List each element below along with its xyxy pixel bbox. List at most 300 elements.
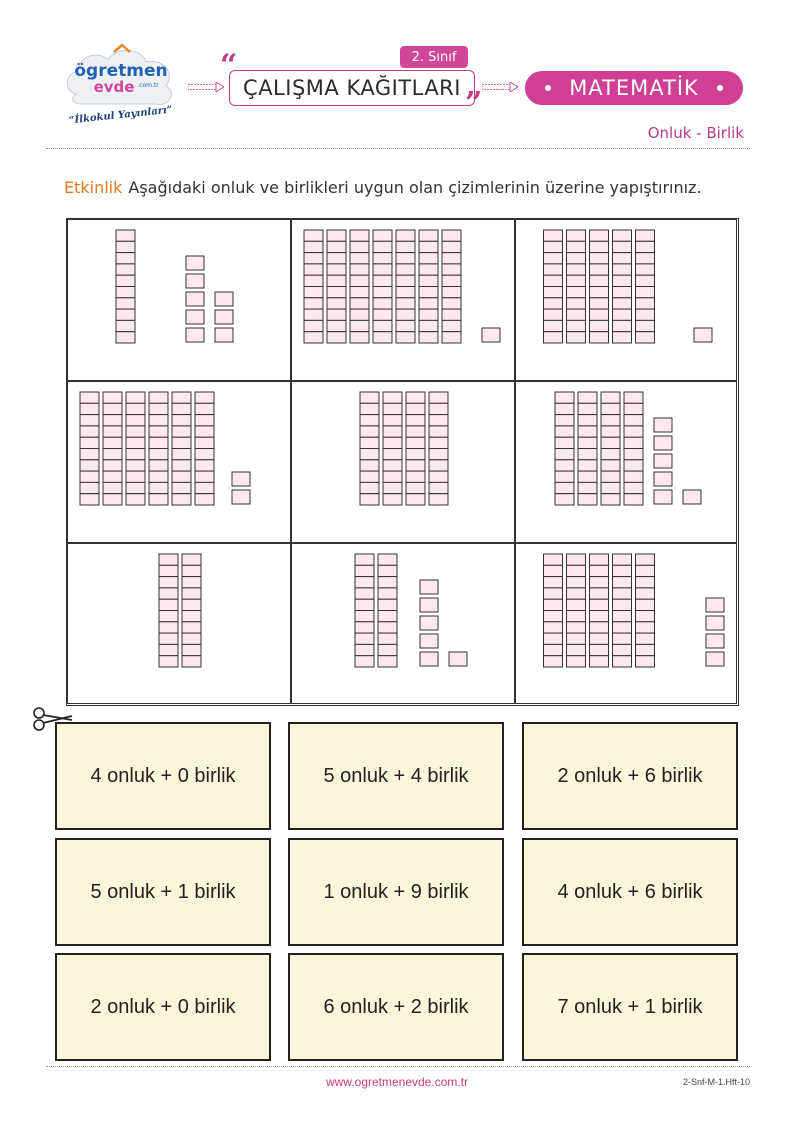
ten-rod-unit bbox=[373, 320, 392, 331]
ten-rod-unit bbox=[355, 554, 374, 565]
ten-rod-unit bbox=[126, 460, 145, 471]
answer-card[interactable] bbox=[522, 838, 738, 946]
ten-rod-unit bbox=[636, 287, 655, 298]
ten-rod-unit bbox=[567, 241, 586, 252]
ten-rod-unit bbox=[378, 622, 397, 633]
bullet-icon bbox=[545, 85, 551, 91]
ten-rod-unit bbox=[195, 449, 214, 460]
ten-rod-unit bbox=[442, 309, 461, 320]
ten-rod-unit bbox=[360, 415, 379, 426]
ten-rod-unit bbox=[544, 599, 563, 610]
ten-rod-unit bbox=[442, 320, 461, 331]
ten-rod-unit bbox=[103, 392, 122, 403]
ten-rod-unit bbox=[544, 275, 563, 286]
ten-rod-unit bbox=[636, 565, 655, 576]
ten-rod-unit bbox=[182, 554, 201, 565]
ten-rod-unit bbox=[590, 611, 609, 622]
ten-rod-unit bbox=[578, 471, 597, 482]
ten-rod-unit bbox=[327, 241, 346, 252]
one-unit bbox=[654, 436, 672, 450]
ten-rod-unit bbox=[636, 253, 655, 264]
ten-rod-unit bbox=[636, 230, 655, 241]
ten-rod-unit bbox=[578, 392, 597, 403]
ten-rod-unit bbox=[578, 437, 597, 448]
ten-rod-unit bbox=[373, 275, 392, 286]
ten-rod-unit bbox=[373, 264, 392, 275]
one-unit bbox=[232, 490, 250, 504]
figure-cell bbox=[291, 381, 515, 543]
ten-rod-unit bbox=[613, 332, 632, 343]
ten-rod-unit bbox=[80, 415, 99, 426]
ten-rod-unit bbox=[159, 633, 178, 644]
ten-rod-unit bbox=[578, 403, 597, 414]
ten-rod-unit bbox=[613, 298, 632, 309]
subject-text: MATEMATİK bbox=[569, 76, 699, 100]
ten-rod-unit bbox=[149, 449, 168, 460]
answer-card[interactable] bbox=[288, 953, 504, 1061]
ten-rod-unit bbox=[172, 460, 191, 471]
ten-rod-unit bbox=[383, 426, 402, 437]
ten-rod-unit bbox=[159, 644, 178, 655]
ten-rod-unit bbox=[350, 287, 369, 298]
ten-rod-unit bbox=[555, 403, 574, 414]
ten-rod-unit bbox=[327, 332, 346, 343]
ten-rod-unit bbox=[327, 298, 346, 309]
ten-rod-unit bbox=[103, 403, 122, 414]
ten-rod-unit bbox=[350, 230, 369, 241]
ten-rod-unit bbox=[149, 494, 168, 505]
ten-rod-unit bbox=[103, 437, 122, 448]
ten-rod-unit bbox=[116, 332, 135, 343]
ten-rod-unit bbox=[590, 577, 609, 588]
ten-rod-unit bbox=[378, 577, 397, 588]
ten-rod-unit bbox=[396, 230, 415, 241]
ten-rod-unit bbox=[567, 320, 586, 331]
ten-rod-unit bbox=[601, 437, 620, 448]
one-unit bbox=[706, 616, 724, 630]
ten-rod-unit bbox=[396, 253, 415, 264]
ten-rod-unit bbox=[304, 309, 323, 320]
ten-rod-unit bbox=[442, 241, 461, 252]
ten-rod-unit bbox=[544, 577, 563, 588]
ten-rod-unit bbox=[544, 332, 563, 343]
ten-rod-unit bbox=[172, 494, 191, 505]
ten-rod-unit bbox=[601, 403, 620, 414]
one-unit bbox=[706, 598, 724, 612]
base-ten-figure bbox=[292, 382, 516, 544]
ten-rod-unit bbox=[590, 565, 609, 576]
ten-rod-unit bbox=[304, 264, 323, 275]
ten-rod-unit bbox=[149, 392, 168, 403]
ten-rod-unit bbox=[149, 437, 168, 448]
ten-rod-unit bbox=[567, 656, 586, 667]
ten-rod-unit bbox=[419, 264, 438, 275]
ten-rod-unit bbox=[195, 403, 214, 414]
ten-rod-unit bbox=[624, 494, 643, 505]
worksheet-title-text: ÇALIŞMA KAĞITLARI bbox=[243, 76, 461, 100]
ten-rod-unit bbox=[406, 460, 425, 471]
ten-rod-unit bbox=[590, 599, 609, 610]
ten-rod-unit bbox=[195, 426, 214, 437]
logo-tagline: “İlkokul Yayınları” bbox=[68, 104, 174, 127]
ten-rod-unit bbox=[555, 426, 574, 437]
answer-card[interactable] bbox=[522, 953, 738, 1061]
ten-rod-unit bbox=[350, 298, 369, 309]
ten-rod-unit bbox=[350, 320, 369, 331]
ten-rod-unit bbox=[442, 332, 461, 343]
answer-card-text: 4 onluk + 6 birlik bbox=[557, 880, 703, 903]
one-unit bbox=[186, 274, 204, 288]
ten-rod-unit bbox=[406, 426, 425, 437]
ten-rod-unit bbox=[429, 449, 448, 460]
ten-rod-unit bbox=[126, 437, 145, 448]
ten-rod-unit bbox=[613, 611, 632, 622]
ten-rod-unit bbox=[373, 287, 392, 298]
ten-rod-unit bbox=[544, 264, 563, 275]
topic-label: Onluk - Birlik bbox=[647, 124, 744, 142]
ten-rod-unit bbox=[636, 554, 655, 565]
ten-rod-unit bbox=[624, 471, 643, 482]
ten-rod-unit bbox=[419, 253, 438, 264]
ten-rod-unit bbox=[126, 494, 145, 505]
ten-rod-unit bbox=[567, 309, 586, 320]
answer-card[interactable] bbox=[55, 953, 271, 1061]
ten-rod-unit bbox=[360, 482, 379, 493]
one-unit bbox=[420, 634, 438, 648]
ten-rod-unit bbox=[149, 471, 168, 482]
ten-rod-unit bbox=[396, 309, 415, 320]
ten-rod-unit bbox=[159, 588, 178, 599]
ten-rod-unit bbox=[636, 644, 655, 655]
ten-rod-unit bbox=[159, 599, 178, 610]
logo-domain: .com.tr bbox=[137, 82, 159, 89]
ten-rod-unit bbox=[126, 403, 145, 414]
ten-rod-unit bbox=[149, 415, 168, 426]
ten-rod-unit bbox=[544, 633, 563, 644]
ten-rod-unit bbox=[613, 287, 632, 298]
ten-rod-unit bbox=[103, 449, 122, 460]
ten-rod-unit bbox=[378, 565, 397, 576]
base-ten-figure bbox=[292, 220, 516, 382]
ten-rod-unit bbox=[103, 426, 122, 437]
ten-rod-unit bbox=[590, 633, 609, 644]
ten-rod-unit bbox=[172, 426, 191, 437]
ten-rod-unit bbox=[429, 494, 448, 505]
ten-rod-unit bbox=[555, 392, 574, 403]
ten-rod-unit bbox=[555, 494, 574, 505]
one-unit bbox=[215, 328, 233, 342]
ten-rod-unit bbox=[613, 275, 632, 286]
ten-rod-unit bbox=[636, 611, 655, 622]
ten-rod-unit bbox=[567, 230, 586, 241]
one-unit bbox=[420, 580, 438, 594]
ten-rod-unit bbox=[624, 426, 643, 437]
figure-cell bbox=[515, 543, 737, 704]
ten-rod-unit bbox=[406, 494, 425, 505]
ten-rod-unit bbox=[601, 449, 620, 460]
ten-rod-unit bbox=[149, 482, 168, 493]
ten-rod-unit bbox=[419, 287, 438, 298]
ten-rod-unit bbox=[182, 633, 201, 644]
ten-rod-unit bbox=[590, 622, 609, 633]
ten-rod-unit bbox=[103, 482, 122, 493]
answer-card[interactable] bbox=[522, 722, 738, 830]
ten-rod-unit bbox=[613, 230, 632, 241]
ten-rod-unit bbox=[126, 449, 145, 460]
ten-rod-unit bbox=[378, 633, 397, 644]
ten-rod-unit bbox=[355, 633, 374, 644]
logo-line2: evde bbox=[93, 78, 135, 96]
answer-card[interactable] bbox=[55, 838, 271, 946]
ten-rod-unit bbox=[378, 599, 397, 610]
ten-rod-unit bbox=[378, 644, 397, 655]
ten-rod-unit bbox=[567, 554, 586, 565]
ten-rod-unit bbox=[636, 599, 655, 610]
ten-rod-unit bbox=[429, 471, 448, 482]
one-unit bbox=[706, 652, 724, 666]
ten-rod-unit bbox=[360, 392, 379, 403]
one-unit bbox=[420, 652, 438, 666]
ten-rod-unit bbox=[555, 460, 574, 471]
ten-rod-unit bbox=[613, 599, 632, 610]
one-unit bbox=[654, 418, 672, 432]
ten-rod-unit bbox=[624, 460, 643, 471]
publisher-logo bbox=[62, 42, 180, 128]
ten-rod-unit bbox=[601, 426, 620, 437]
ten-rod-unit bbox=[419, 309, 438, 320]
ten-rod-unit bbox=[80, 494, 99, 505]
ten-rod-unit bbox=[419, 241, 438, 252]
answer-card-text: 1 onluk + 9 birlik bbox=[323, 880, 469, 903]
ten-rod-unit bbox=[116, 320, 135, 331]
ten-rod-unit bbox=[355, 611, 374, 622]
ten-rod-unit bbox=[195, 392, 214, 403]
ten-rod-unit bbox=[636, 320, 655, 331]
ten-rod-unit bbox=[355, 644, 374, 655]
ten-rod-unit bbox=[555, 449, 574, 460]
ten-rod-unit bbox=[590, 253, 609, 264]
ten-rod-unit bbox=[360, 449, 379, 460]
ten-rod-unit bbox=[103, 415, 122, 426]
figure-cell bbox=[67, 381, 291, 543]
base-ten-figure bbox=[68, 220, 292, 382]
ten-rod-unit bbox=[590, 554, 609, 565]
ten-rod-unit bbox=[442, 264, 461, 275]
base-ten-figure bbox=[516, 382, 738, 544]
ten-rod-unit bbox=[172, 403, 191, 414]
ten-rod-unit bbox=[378, 656, 397, 667]
ten-rod-unit bbox=[355, 656, 374, 667]
ten-rod-unit bbox=[373, 230, 392, 241]
ten-rod-unit bbox=[355, 599, 374, 610]
arrow-right-icon bbox=[482, 82, 518, 92]
ten-rod-unit bbox=[149, 426, 168, 437]
ten-rod-unit bbox=[555, 471, 574, 482]
ten-rod-unit bbox=[195, 471, 214, 482]
ten-rod-unit bbox=[172, 437, 191, 448]
figure-cell bbox=[515, 381, 737, 543]
ten-rod-unit bbox=[567, 588, 586, 599]
ten-rod-unit bbox=[383, 415, 402, 426]
ten-rod-unit bbox=[406, 482, 425, 493]
ten-rod-unit bbox=[590, 230, 609, 241]
ten-rod-unit bbox=[159, 577, 178, 588]
ten-rod-unit bbox=[590, 275, 609, 286]
ten-rod-unit bbox=[126, 471, 145, 482]
ten-rod-unit bbox=[304, 230, 323, 241]
ten-rod-unit bbox=[327, 253, 346, 264]
ten-rod-unit bbox=[383, 437, 402, 448]
answer-card-text: 6 onluk + 2 birlik bbox=[323, 995, 469, 1018]
ten-rod-unit bbox=[373, 253, 392, 264]
ten-rod-unit bbox=[396, 298, 415, 309]
ten-rod-unit bbox=[613, 320, 632, 331]
ten-rod-unit bbox=[360, 437, 379, 448]
ten-rod-unit bbox=[624, 449, 643, 460]
bullet-icon bbox=[717, 85, 723, 91]
ten-rod-unit bbox=[442, 287, 461, 298]
ten-rod-unit bbox=[383, 482, 402, 493]
ten-rod-unit bbox=[149, 403, 168, 414]
ten-rod-unit bbox=[327, 309, 346, 320]
ten-rod-unit bbox=[590, 241, 609, 252]
ten-rod-unit bbox=[350, 309, 369, 320]
ten-rod-unit bbox=[613, 565, 632, 576]
ten-rod-unit bbox=[80, 426, 99, 437]
figure-cell bbox=[291, 219, 515, 381]
ten-rod-unit bbox=[567, 298, 586, 309]
ten-rod-unit bbox=[624, 403, 643, 414]
ten-rod-unit bbox=[601, 494, 620, 505]
ten-rod-unit bbox=[304, 287, 323, 298]
ten-rod-unit bbox=[613, 622, 632, 633]
ten-rod-unit bbox=[327, 320, 346, 331]
answer-card-text: 4 onluk + 0 birlik bbox=[90, 764, 236, 787]
ten-rod-unit bbox=[195, 460, 214, 471]
ten-rod-unit bbox=[544, 565, 563, 576]
ten-rod-unit bbox=[195, 482, 214, 493]
ten-rod-unit bbox=[636, 656, 655, 667]
footer-url[interactable]: www.ogretmenevde.com.tr bbox=[325, 1075, 469, 1089]
ten-rod-unit bbox=[116, 241, 135, 252]
ten-rod-unit bbox=[360, 426, 379, 437]
one-unit bbox=[654, 472, 672, 486]
ten-rod-unit bbox=[406, 415, 425, 426]
ten-rod-unit bbox=[350, 253, 369, 264]
ten-rod-unit bbox=[442, 253, 461, 264]
answer-card[interactable] bbox=[55, 722, 271, 830]
ten-rod-unit bbox=[613, 264, 632, 275]
ten-rod-unit bbox=[567, 275, 586, 286]
ten-rod-unit bbox=[429, 482, 448, 493]
ten-rod-unit bbox=[555, 415, 574, 426]
ten-rod-unit bbox=[442, 298, 461, 309]
ten-rod-unit bbox=[195, 415, 214, 426]
ten-rod-unit bbox=[590, 287, 609, 298]
header-divider bbox=[46, 148, 750, 149]
ten-rod-unit bbox=[567, 565, 586, 576]
ten-rod-unit bbox=[80, 460, 99, 471]
one-unit bbox=[654, 454, 672, 468]
ten-rod-unit bbox=[590, 588, 609, 599]
ten-rod-unit bbox=[636, 332, 655, 343]
ten-rod-unit bbox=[636, 633, 655, 644]
ten-rod-unit bbox=[636, 241, 655, 252]
ten-rod-unit bbox=[544, 230, 563, 241]
answer-card-text: 2 onluk + 0 birlik bbox=[90, 995, 236, 1018]
ten-rod-unit bbox=[544, 241, 563, 252]
figure-cell bbox=[291, 543, 515, 704]
ten-rod-unit bbox=[567, 599, 586, 610]
ten-rod-unit bbox=[159, 554, 178, 565]
ten-rod-unit bbox=[544, 287, 563, 298]
ten-rod-unit bbox=[544, 656, 563, 667]
ten-rod-unit bbox=[80, 482, 99, 493]
ten-rod-unit bbox=[396, 332, 415, 343]
ten-rod-unit bbox=[636, 264, 655, 275]
open-quote-icon: “ bbox=[220, 48, 238, 83]
base-ten-figure bbox=[68, 382, 292, 544]
one-unit bbox=[186, 292, 204, 306]
ten-rod-unit bbox=[544, 622, 563, 633]
ten-rod-unit bbox=[103, 494, 122, 505]
ten-rod-unit bbox=[429, 426, 448, 437]
ten-rod-unit bbox=[327, 264, 346, 275]
ten-rod-unit bbox=[383, 392, 402, 403]
one-unit bbox=[186, 328, 204, 342]
ten-rod-unit bbox=[103, 460, 122, 471]
ten-rod-unit bbox=[182, 599, 201, 610]
ten-rod-unit bbox=[624, 482, 643, 493]
ten-rod-unit bbox=[159, 565, 178, 576]
ten-rod-unit bbox=[304, 275, 323, 286]
footer-divider bbox=[46, 1066, 750, 1067]
ten-rod-unit bbox=[590, 644, 609, 655]
one-unit bbox=[449, 652, 467, 666]
one-unit bbox=[683, 490, 701, 504]
ten-rod-unit bbox=[116, 230, 135, 241]
ten-rod-unit bbox=[378, 554, 397, 565]
ten-rod-unit bbox=[419, 275, 438, 286]
ten-rod-unit bbox=[383, 403, 402, 414]
answer-card[interactable] bbox=[288, 838, 504, 946]
one-unit bbox=[186, 256, 204, 270]
ten-rod-unit bbox=[383, 471, 402, 482]
ten-rod-unit bbox=[406, 392, 425, 403]
ten-rod-unit bbox=[373, 332, 392, 343]
instruction-text: Aşağıdaki onluk ve birlikleri uygun olan çizimlerinin üzerine yapıştırınız. bbox=[128, 178, 702, 197]
grade-badge: 2. Sınıf bbox=[400, 46, 468, 68]
answer-card[interactable] bbox=[288, 722, 504, 830]
ten-rod-unit bbox=[172, 392, 191, 403]
ten-rod-unit bbox=[636, 588, 655, 599]
one-unit bbox=[232, 472, 250, 486]
subject-pill bbox=[525, 71, 743, 105]
ten-rod-unit bbox=[613, 588, 632, 599]
ten-rod-unit bbox=[80, 403, 99, 414]
ten-rod-unit bbox=[544, 611, 563, 622]
ten-rod-unit bbox=[80, 449, 99, 460]
ten-rod-unit bbox=[80, 392, 99, 403]
ten-rod-unit bbox=[396, 241, 415, 252]
ten-rod-unit bbox=[355, 588, 374, 599]
ten-rod-unit bbox=[126, 426, 145, 437]
ten-rod-unit bbox=[567, 611, 586, 622]
base-ten-figure bbox=[292, 544, 516, 705]
ten-rod-unit bbox=[383, 494, 402, 505]
ten-rod-unit bbox=[442, 275, 461, 286]
ten-rod-unit bbox=[304, 298, 323, 309]
